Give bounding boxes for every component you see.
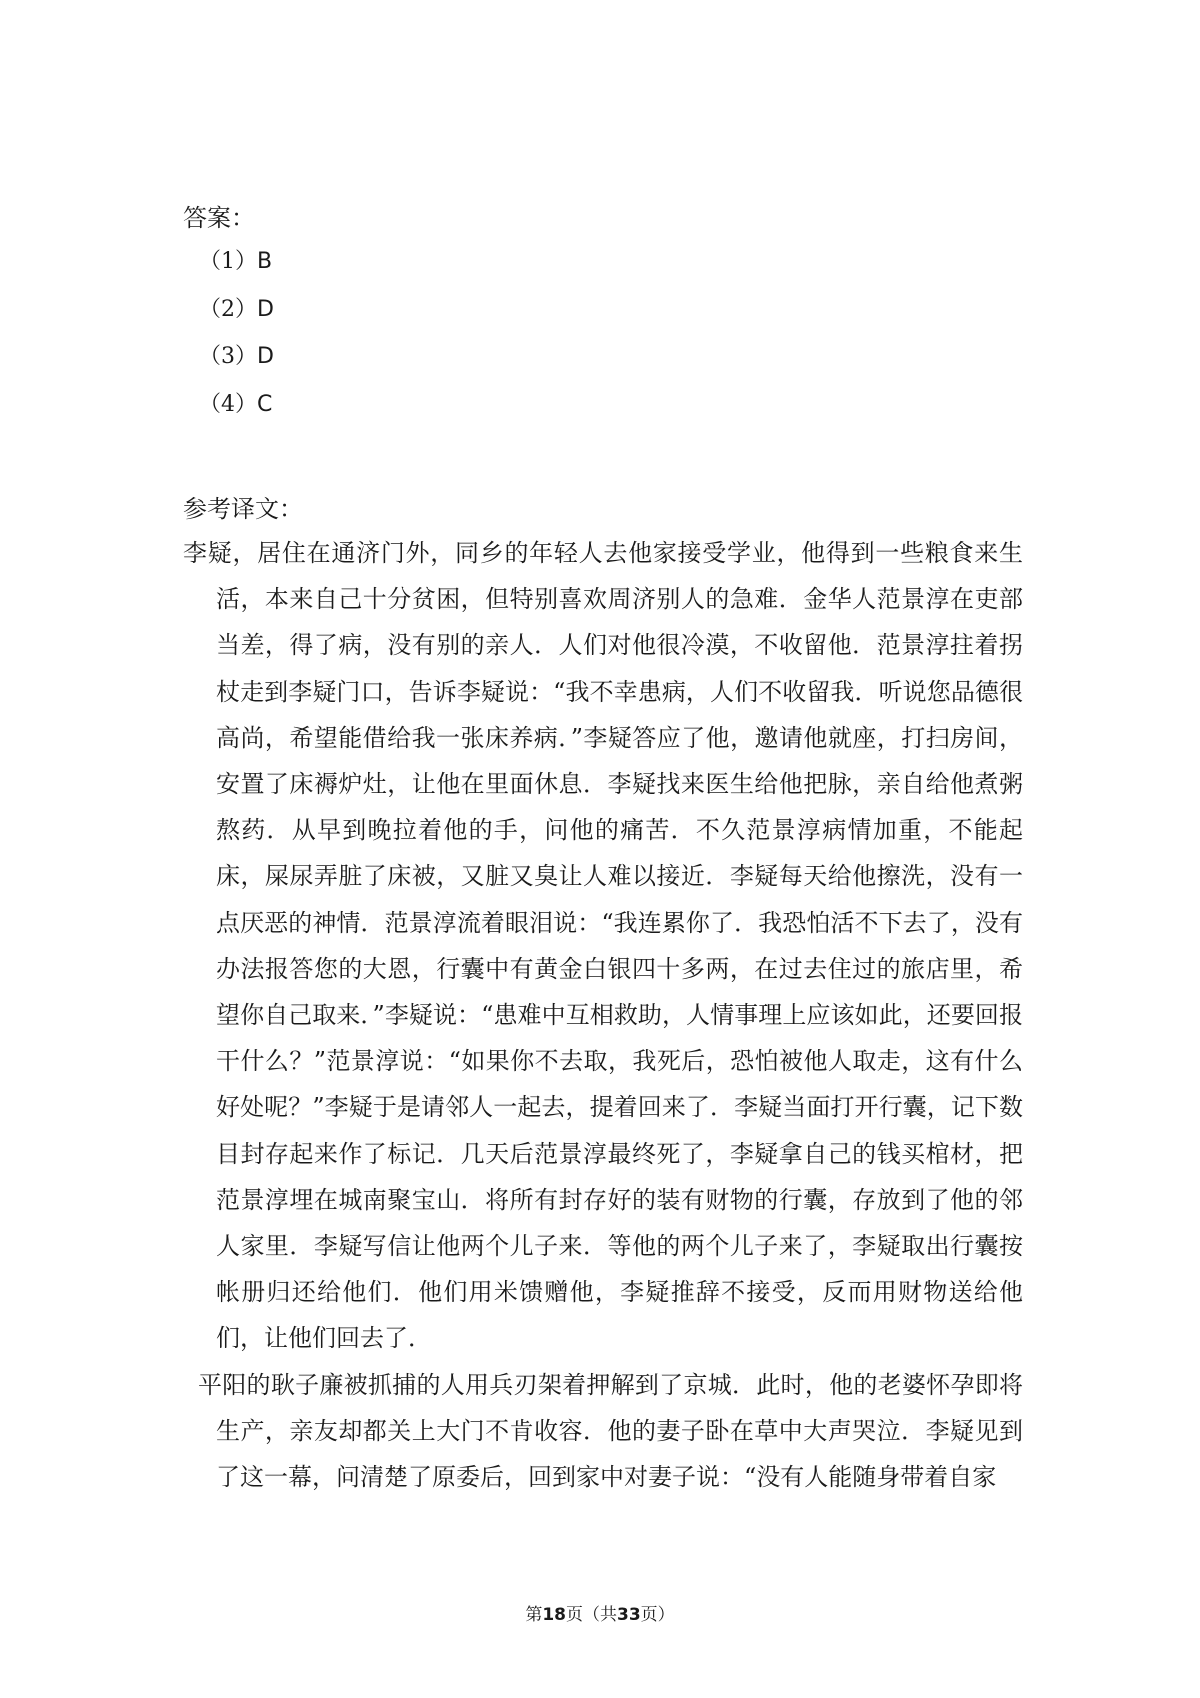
answer-number: （4） xyxy=(199,391,257,417)
answer-item xyxy=(199,387,274,435)
answer-value: D xyxy=(257,296,274,322)
reference-heading: 参考译文： xyxy=(183,495,303,523)
answer-list xyxy=(199,244,274,434)
footer-page-number: 18 xyxy=(542,1605,566,1625)
reference-translation xyxy=(183,530,1023,1500)
page-footer xyxy=(0,1603,1200,1627)
answer-item xyxy=(199,292,274,340)
translation-paragraph: 平阳的耿子廉被抓捕的人用兵刃架着押解到了京城．此时，他的老婆怀孕即将生产，亲友却都关上大门不肯收容．他的妻子卧在草中大声哭泣．李疑见到了这一幕，问清楚了原委后，回到家中对妻子说：“没有人能随身带着自家 xyxy=(198,1370,1023,1492)
answer-number: （3） xyxy=(199,344,257,369)
answer-value: D xyxy=(257,344,274,369)
footer-suffix: 页） xyxy=(640,1605,675,1625)
answer-value: B xyxy=(257,249,273,274)
answer-number: （1） xyxy=(199,249,257,274)
answer-item xyxy=(199,244,274,292)
answer-item xyxy=(199,339,274,387)
footer-prefix: 第 xyxy=(525,1605,543,1625)
answer-heading: 答案： xyxy=(183,204,255,232)
footer-middle: 页（共 xyxy=(566,1605,617,1625)
footer-total-pages: 33 xyxy=(617,1605,641,1625)
translation-paragraph: 李疑，居住在通济门外，同乡的年轻人去他家接受学业，他得到一些粮食来生活，本来自己十分贫困，但特别喜欢周济别人的急难．金华人范景淳在吏部当差，得了病，没有别的亲人．人们对他很冷漠，不收留他．范景淳拄着拐杖走到李疑门口，告诉李疑说：“我不幸患病，人们不收留我．听说您品德很高尚，希望能借给我一张床养病．”李疑答应了他，邀请他就座，打扫房间，安置了床褥炉灶，让他在里面休息．李疑找来医生给他把脉，亲自给他煮粥熬药．从早到晚拉着他的手，问他的痛苦．不久范景淳病情加重，不能起床，屎尿弄脏了床被，又脏又臭让人难以接近．李疑每天给他擦洗，没有一点厌恶的神情．范景淳流着眼泪说：“我连累你了．我恐怕活不下去了，没有办法报答您的大恩，行囊中有黄金白银四十多两，在过去住过的旅店里，希望你自己取来．”李疑说：“患难中互相救助，人情事理上应该如此，还要回报干什么？”范景淳说：“如果你不去取，我死后，恐怕被他人取走，这有什么好处呢？”李疑于是请邻人一起去，提着回来了．李疑当面打开行囊，记下数目封存起来作了标记．几天后范景淳最终死了，李疑拿自己的钱买棺材，把范景淳埋在城南聚宝山．将所有封存好的装有财物的行囊，存放到了他的邻人家里．李疑写信让他两个儿子来．等他的两个儿子来了，李疑取出行囊按帐册归还给他们．他们用米馈赠他，李疑推辞不接受，反而用财物送给他们，让他们回去了． xyxy=(183,539,1023,1353)
answer-value: C xyxy=(257,391,273,417)
answer-number: （2） xyxy=(199,296,257,322)
